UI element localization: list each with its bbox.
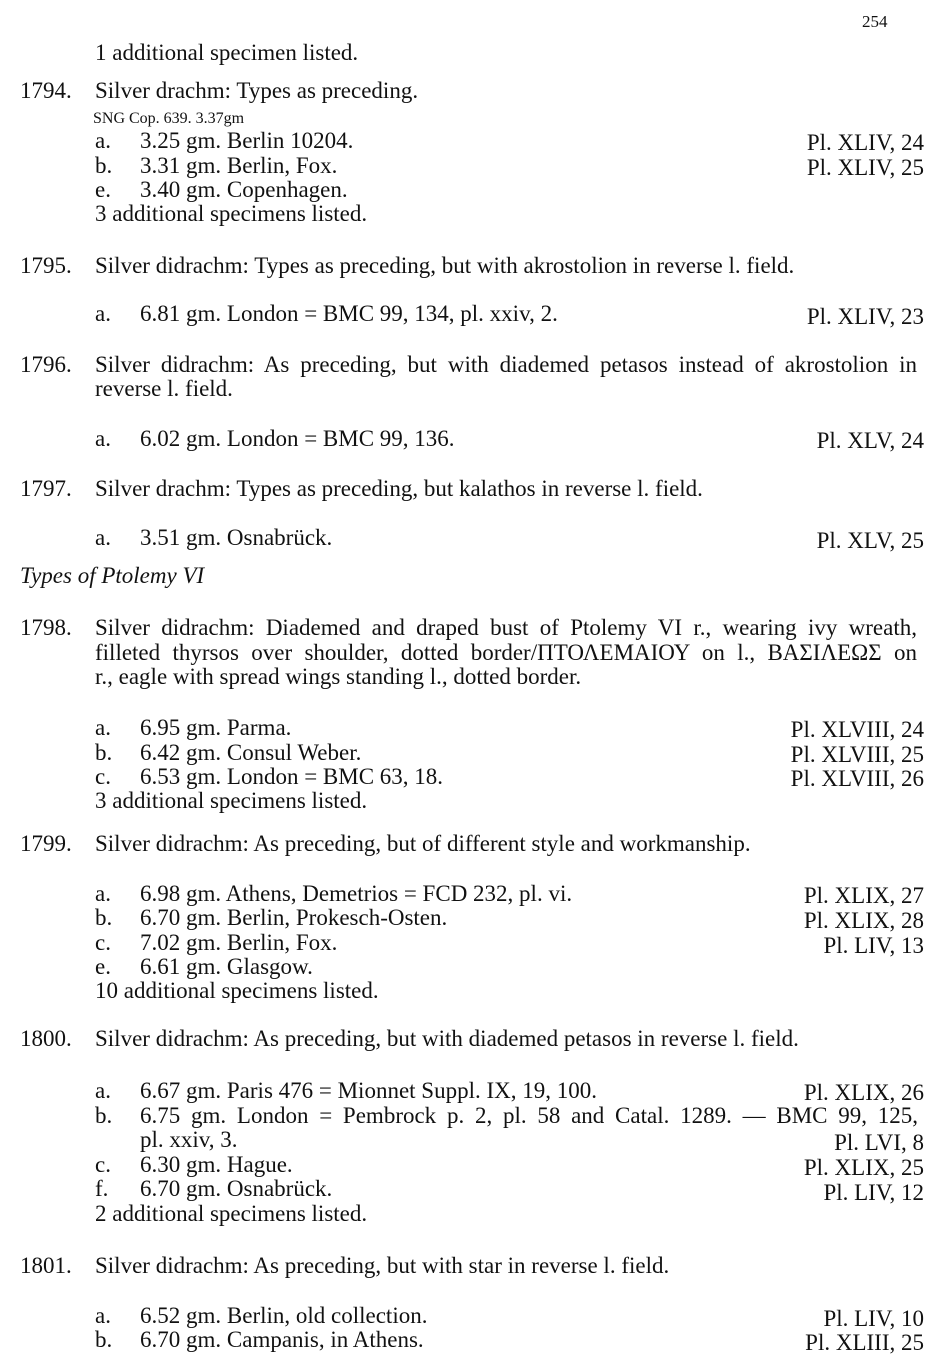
entry-number: 1796. bbox=[20, 352, 72, 377]
specimen-text: 6.30 gm. Hague. bbox=[140, 1152, 293, 1177]
entry-number: 1797. bbox=[20, 476, 72, 501]
specimen-text: 6.67 gm. Paris 476 = Mionnet Suppl. IX, 19, 100. bbox=[140, 1078, 598, 1103]
specimen-plate: Pl. XLIX, 26 bbox=[803, 1080, 924, 1105]
specimen-plate: Pl. XLIX, 25 bbox=[803, 1155, 924, 1180]
entry-number: 1798. bbox=[20, 615, 72, 640]
entry-number: 1801. bbox=[20, 1253, 72, 1278]
specimen-plate: Pl. XLIX, 28 bbox=[803, 908, 924, 933]
entry-number: 1799. bbox=[20, 831, 72, 856]
specimen-letter: c. bbox=[95, 1152, 111, 1177]
specimen-letter: a. bbox=[95, 881, 111, 906]
specimen-letter: a. bbox=[95, 715, 111, 740]
specimen-text: 6.70 gm. Osnabrück. bbox=[140, 1176, 333, 1201]
entry-description: Silver drachm: Types as preceding, but kalathos in reverse l. field. bbox=[95, 476, 703, 501]
specimen-letter: a. bbox=[95, 1078, 111, 1103]
entry-reference: SNG Cop. 639. 3.37gm bbox=[93, 110, 245, 127]
entry-description-cont: filleted thyrsos over shoulder, dotted border/ΠΤΟΛΕΜΑΙΟΥ on l., ΒΑΣΙΛΕΩΣ on bbox=[95, 640, 917, 665]
specimen-letter: e. bbox=[95, 177, 111, 202]
specimen-plate: Pl. LVI, 8 bbox=[834, 1130, 924, 1155]
specimen-plate: Pl. XLIX, 27 bbox=[803, 883, 924, 908]
specimen-plate: Pl. XLV, 25 bbox=[816, 528, 924, 553]
entry-number: 1800. bbox=[20, 1026, 72, 1051]
entry-description-cont: reverse l. field. bbox=[95, 376, 233, 401]
entry-description: Silver didrachm: As preceding, but of different style and workmanship. bbox=[95, 831, 751, 856]
additional-note: 2 additional specimens listed. bbox=[95, 1201, 368, 1226]
entry-description: Silver didrachm: As preceding, but with star in reverse l. field. bbox=[95, 1253, 670, 1278]
specimen-plate: Pl. XLIV, 23 bbox=[806, 304, 924, 329]
entry-number: 1795. bbox=[20, 253, 72, 278]
specimen-text: 6.61 gm. Glasgow. bbox=[140, 954, 313, 979]
specimen-text-cont: pl. xxiv, 3. bbox=[140, 1127, 238, 1152]
specimen-letter: b. bbox=[95, 1103, 113, 1128]
specimen-plate: Pl. XLIV, 25 bbox=[806, 155, 924, 180]
additional-note: 3 additional specimens listed. bbox=[95, 201, 368, 226]
page-number: 254 bbox=[862, 12, 888, 31]
specimen-letter: a. bbox=[95, 301, 111, 326]
specimen-text: 7.02 gm. Berlin, Fox. bbox=[140, 930, 338, 955]
specimen-plate: Pl. XLIV, 24 bbox=[806, 130, 924, 155]
top-note: 1 additional specimen listed. bbox=[95, 40, 359, 65]
specimen-text: 6.53 gm. London = BMC 63, 18. bbox=[140, 764, 444, 789]
specimen-plate: Pl. LIV, 13 bbox=[823, 933, 924, 958]
specimen-text: 6.70 gm. Berlin, Prokesch-Osten. bbox=[140, 905, 448, 930]
specimen-plate: Pl. LIV, 12 bbox=[823, 1180, 924, 1205]
specimen-text: 6.75 gm. London = Pembrock p. 2, pl. 58 and Catal. 1289. — BMC 99, 125, bbox=[140, 1103, 918, 1128]
specimen-letter: a. bbox=[95, 128, 111, 153]
specimen-plate: Pl. LIV, 10 bbox=[823, 1306, 924, 1331]
specimen-plate: Pl. XLIII, 25 bbox=[805, 1330, 924, 1355]
specimen-letter: b. bbox=[95, 905, 113, 930]
entry-description: Silver didrachm: As preceding, but with diademed petasos instead of akrostolion in bbox=[95, 352, 917, 377]
specimen-letter: c. bbox=[95, 764, 111, 789]
specimen-letter: a. bbox=[95, 426, 111, 451]
specimen-letter: e. bbox=[95, 954, 111, 979]
specimen-letter: a. bbox=[95, 525, 111, 550]
specimen-letter: b. bbox=[95, 153, 113, 178]
entry-description: Silver didrachm: As preceding, but with diademed petasos in reverse l. field. bbox=[95, 1026, 799, 1051]
entry-description-cont: r., eagle with spread wings standing l., dotted border. bbox=[95, 664, 582, 689]
specimen-plate: Pl. XLVIII, 25 bbox=[790, 742, 924, 767]
additional-note: 10 additional specimens listed. bbox=[95, 978, 379, 1003]
specimen-text: 6.95 gm. Parma. bbox=[140, 715, 292, 740]
entry-description: Silver didrachm: Types as preceding, but with akrostolion in reverse l. field. bbox=[95, 253, 795, 278]
specimen-letter: b. bbox=[95, 740, 113, 765]
specimen-plate: Pl. XLVIII, 26 bbox=[790, 766, 924, 791]
specimen-letter: c. bbox=[95, 930, 111, 955]
specimen-text: 6.70 gm. Campanis, in Athens. bbox=[140, 1327, 424, 1352]
specimen-text: 3.31 gm. Berlin, Fox. bbox=[140, 153, 338, 178]
entry-description: Silver drachm: Types as preceding. bbox=[95, 78, 419, 103]
specimen-plate: Pl. XLV, 24 bbox=[816, 428, 924, 453]
specimen-letter: f. bbox=[95, 1176, 109, 1201]
specimen-text: 6.81 gm. London = BMC 99, 134, pl. xxiv, 2. bbox=[140, 301, 558, 326]
specimen-letter: b. bbox=[95, 1327, 113, 1352]
specimen-text: 6.52 gm. Berlin, old collection. bbox=[140, 1303, 428, 1328]
specimen-text: 3.51 gm. Osnabrück. bbox=[140, 525, 333, 550]
specimen-text: 6.02 gm. London = BMC 99, 136. bbox=[140, 426, 455, 451]
specimen-letter: a. bbox=[95, 1303, 111, 1328]
specimen-text: 6.98 gm. Athens, Demetrios = FCD 232, pl. vi. bbox=[140, 881, 573, 906]
specimen-plate: Pl. XLVIII, 24 bbox=[790, 717, 924, 742]
additional-note: 3 additional specimens listed. bbox=[95, 788, 368, 813]
section-heading: Types of Ptolemy VI bbox=[20, 563, 205, 588]
specimen-text: 6.42 gm. Consul Weber. bbox=[140, 740, 362, 765]
entry-number: 1794. bbox=[20, 78, 72, 103]
specimen-text: 3.40 gm. Copenhagen. bbox=[140, 177, 348, 202]
entry-description: Silver didrachm: Diademed and draped bust of Ptolemy VI r., wearing ivy wreath, bbox=[95, 615, 917, 640]
specimen-text: 3.25 gm. Berlin 10204. bbox=[140, 128, 354, 153]
